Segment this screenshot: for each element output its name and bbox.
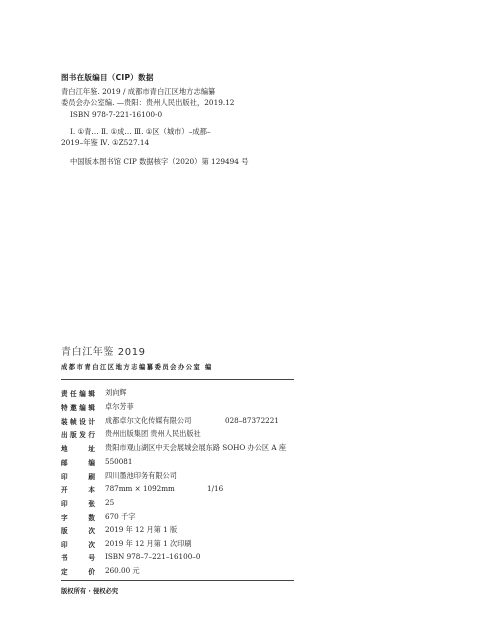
cip-line-classification: Ⅰ. ①青… Ⅱ. ①成… Ⅲ. ①区（城市）–成都– xyxy=(70,127,211,136)
cip-line-number: 中国版本图书馆 CIP 数据核字（2020）第 129494 号 xyxy=(70,157,249,166)
cip-line-1: 青白江年鉴. 2019 / 成都市青白江区地方志编纂 xyxy=(61,87,216,96)
colophon-value: 贵州出版集团 贵州人民出版社 xyxy=(105,429,201,438)
colophon-value: 550081 xyxy=(105,457,133,466)
colophon-label: 版次 xyxy=(61,527,95,535)
colophon-label: 字数 xyxy=(61,514,95,522)
cip-line-isbn: ISBN 978-7-221-16100-0 xyxy=(70,110,163,119)
cip-heading: 图书在版编目（CIP）数据 xyxy=(61,73,154,82)
colophon-value: 成都卓尔文化传媒有限公司 xyxy=(105,416,192,425)
colophon-value: 刘向辉 xyxy=(105,388,127,397)
colophon-label: 责任编辑 xyxy=(61,390,95,398)
colophon-value: 2019 年 12 月第 1 次印刷 xyxy=(105,539,192,548)
colophon-label: 定价 xyxy=(61,568,95,576)
cip-line-classification-cont: 2019–年鉴 Ⅳ. ①Z527.14 xyxy=(61,138,150,147)
colophon-value: 2019 年 12 月第 1 版 xyxy=(105,525,178,534)
cip-line-2: 委员会办公室编. —贵阳：贵州人民出版社，2019.12 xyxy=(61,98,235,107)
colophon-value: 260.00 元 xyxy=(105,566,140,575)
rights-notice: 版权所有 · 侵权必究 xyxy=(61,588,119,595)
colophon-label: 地址 xyxy=(61,445,95,453)
colophon-label: 书号 xyxy=(61,554,95,562)
colophon-label: 印刷 xyxy=(61,473,95,481)
colophon-value: 670 千字 xyxy=(105,512,136,521)
colophon-label: 开本 xyxy=(61,486,95,494)
colophon-label: 邮编 xyxy=(61,459,95,467)
design-phone: 028–87372221 xyxy=(225,416,279,425)
colophon-label: 出版发行 xyxy=(61,431,95,439)
top-rule xyxy=(61,379,294,380)
format-fraction: 1/16 xyxy=(207,484,224,493)
colophon-value: ISBN 978–7–221–16100–0 xyxy=(105,552,201,561)
colophon-value: 卓尔芳菲 xyxy=(105,402,134,411)
colophon-value: 四川墨池印务有限公司 xyxy=(105,471,177,480)
book-title: 青白江年鉴 2019 xyxy=(61,347,146,358)
colophon-value: 贵阳市观山湖区中天会展城会展东路 SOHO 办公区 A 座 xyxy=(105,443,287,452)
colophon-value: 787mm × 1092mm xyxy=(105,484,175,493)
colophon-label: 印张 xyxy=(61,500,95,508)
bottom-rule xyxy=(61,580,294,581)
colophon-value: 25 xyxy=(105,498,115,507)
colophon-label: 印次 xyxy=(61,541,95,549)
colophon-label: 装帧设计 xyxy=(61,418,95,426)
colophon-label: 特邀编辑 xyxy=(61,404,95,412)
book-editor: 成都市青白江区地方志编纂委员会办公室 编 xyxy=(61,364,213,371)
